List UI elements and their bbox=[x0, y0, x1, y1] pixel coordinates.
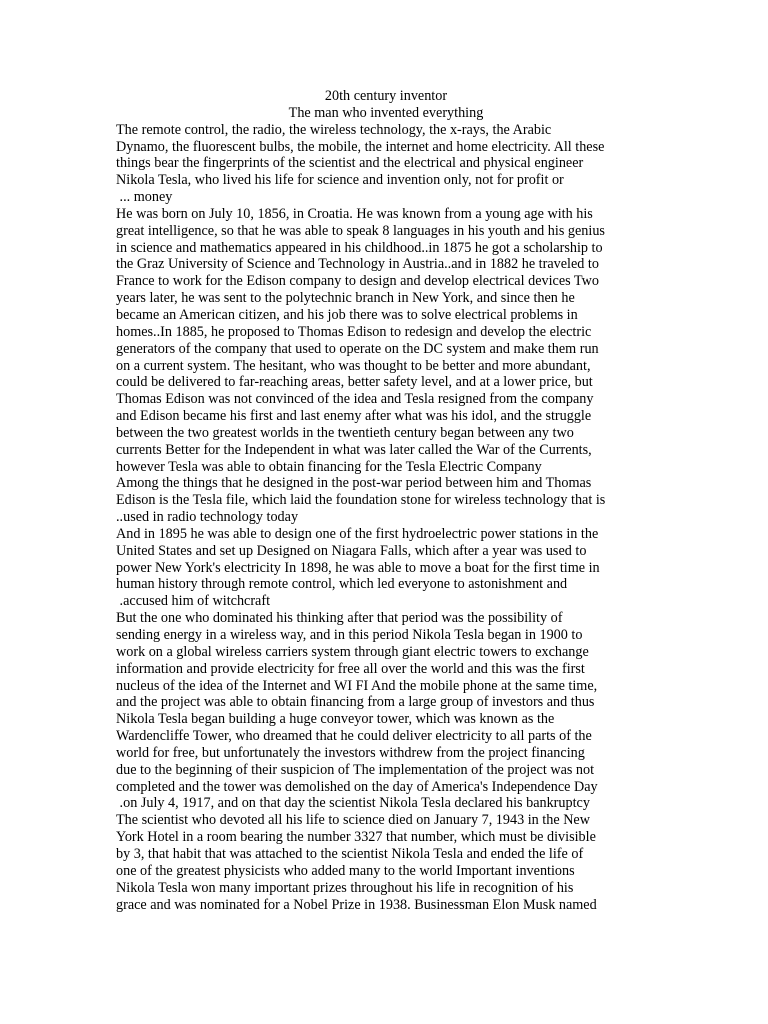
body-line: one of the greatest physicists who added many to the world Important inventions bbox=[116, 862, 575, 879]
body-line: the Graz University of Science and Technology in Austria..and in 1882 he traveled to bbox=[116, 256, 599, 273]
body-line: could be delivered to far-reaching areas, better safety level, and at a lower price, but bbox=[116, 374, 593, 391]
document-page bbox=[116, 88, 656, 913]
body-line: by 3, that habit that was attached to the scientist Nikola Tesla and ended the life of bbox=[116, 845, 584, 862]
body-line: world for free, but unfortunately the investors withdrew from the project financing bbox=[116, 744, 585, 761]
body-line: And in 1895 he was able to design one of the first hydroelectric power stations in the bbox=[116, 525, 599, 542]
body-line: Thomas Edison was not convinced of the idea and Tesla resigned from the company bbox=[116, 391, 594, 408]
body-line: generators of the company that used to operate on the DC system and make them run bbox=[116, 340, 599, 357]
body-line: however Tesla was able to obtain financing for the Tesla Electric Company bbox=[116, 458, 542, 475]
body-line: and the project was able to obtain financing from a large group of investors and thus bbox=[116, 694, 595, 711]
body-line: human history through remote control, which led everyone to astonishment and bbox=[116, 576, 568, 593]
document-body bbox=[116, 122, 656, 914]
body-line: between the two greatest worlds in the twentieth century began between any two bbox=[116, 424, 574, 441]
body-line: nucleus of the idea of the Internet and WI FI And the mobile phone at the same time, bbox=[116, 677, 598, 694]
body-line: great intelligence, so that he was able to speak 8 languages in his youth and his genius bbox=[116, 222, 605, 239]
body-line: .on July 4, 1917, and on that day the scientist Nikola Tesla declared his bankruptcy bbox=[116, 795, 590, 812]
body-line: and Edison became his first and last enemy after what was his idol, and the struggle bbox=[116, 408, 592, 425]
body-line: Edison is the Tesla file, which laid the foundation stone for wireless technology that is bbox=[116, 492, 606, 509]
body-line: The remote control, the radio, the wireless technology, the x-rays, the Arabic bbox=[116, 121, 552, 138]
body-line: things bear the fingerprints of the scientist and the electrical and physical engineer bbox=[116, 155, 584, 172]
body-line: The scientist who devoted all his life to science died on January 7, 1943 in the New bbox=[116, 812, 590, 829]
body-line: But the one who dominated his thinking after that period was the possibility of bbox=[116, 610, 563, 627]
body-line: years later, he was sent to the polytechnic branch in New York, and since then he bbox=[116, 290, 575, 307]
body-line: York Hotel in a room bearing the number 3327 that number, which must be divisible bbox=[116, 829, 596, 846]
body-line: sending energy in a wireless way, and in this period Nikola Tesla began in 1900 to bbox=[116, 627, 583, 643]
body-line: Nikola Tesla began building a huge conveyor tower, which was known as the bbox=[116, 711, 555, 728]
body-line: United States and set up Designed on Niagara Falls, which after a year was used to bbox=[116, 542, 587, 559]
body-line: ... money bbox=[116, 189, 173, 206]
body-line: Nikola Tesla, who lived his life for science and invention only, not for profit or bbox=[116, 172, 564, 189]
body-line: Dynamo, the fluorescent bulbs, the mobile, the internet and home electricity. All these bbox=[116, 138, 605, 155]
body-line: Nikola Tesla won many important prizes throughout his life in recognition of his bbox=[116, 879, 574, 896]
body-line: Wardencliffe Tower, who dreamed that he could deliver electricity to all parts of the bbox=[116, 728, 592, 745]
body-line: work on a global wireless carriers system through giant electric towers to exchange bbox=[116, 643, 589, 660]
body-line: power New York's electricity In 1898, he was able to move a boat for the first time in bbox=[116, 559, 600, 576]
body-line: France to work for the Edison company to design and develop electrical devices Two bbox=[116, 273, 599, 290]
body-line: in science and mathematics appeared in his childhood..in 1875 he got a scholarship to bbox=[116, 239, 603, 256]
body-line: became an American citizen, and his job there was to solve electrical problems in bbox=[116, 306, 578, 323]
body-line: on a current system. The hesitant, who was thought to be better and more abundant, bbox=[116, 357, 591, 374]
body-line: homes..In 1885, he proposed to Thomas Edison to redesign and develop the electric bbox=[116, 323, 592, 340]
document-title: 20th century inventor bbox=[324, 88, 448, 104]
body-line: information and provide electricity for free all over the world and this was the first bbox=[116, 660, 585, 677]
body-line: He was born on July 10, 1856, in Croatia. He was known from a young age with his bbox=[116, 205, 593, 222]
body-line: Among the things that he designed in the post-war period between him and Thomas bbox=[116, 475, 592, 492]
body-line: grace and was nominated for a Nobel Prize in 1938. Businessman Elon Musk named bbox=[116, 896, 597, 913]
body-line: .accused him of witchcraft bbox=[116, 593, 271, 610]
body-line: due to the beginning of their suspicion of The implementation of the project was not bbox=[116, 761, 595, 778]
body-line: completed and the tower was demolished on the day of America's Independence Day bbox=[116, 778, 598, 795]
body-line: currents Better for the Independent in what was later called the War of the Currents, bbox=[116, 441, 592, 458]
document-subtitle: The man who invented everything bbox=[288, 104, 484, 121]
body-line: ..used in radio technology today bbox=[116, 509, 299, 526]
